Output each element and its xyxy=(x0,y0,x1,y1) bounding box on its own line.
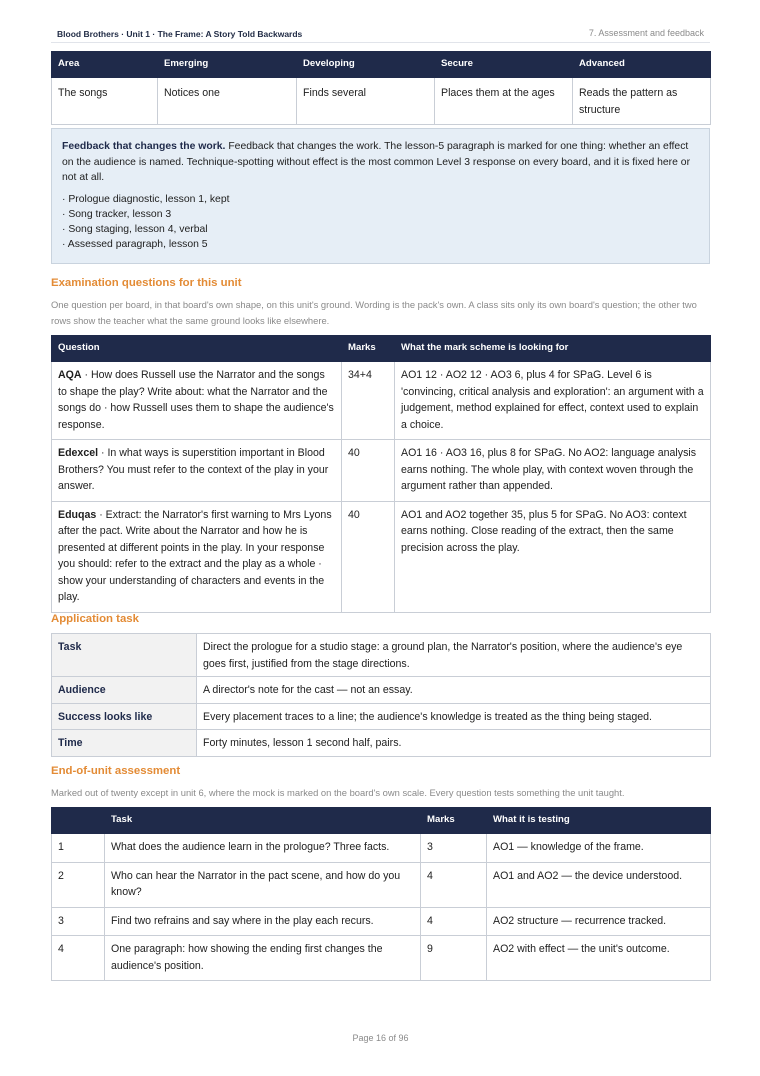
application-value: Every placement traces to a line; the audience's knowledge is treated as the thing being staged. xyxy=(197,703,711,730)
application-value: Forty minutes, lesson 1 second half, pairs. xyxy=(197,730,711,757)
rubric-cell: Notices one xyxy=(158,78,297,125)
rubric-col-emerging: Emerging xyxy=(158,52,297,78)
application-section-title: Application task xyxy=(51,613,139,625)
assessment-col-testing: What it is testing xyxy=(487,808,711,834)
exam-col-scheme: What the mark scheme is looking for xyxy=(395,336,711,362)
table-row xyxy=(52,907,711,936)
exam-col-marks: Marks xyxy=(342,336,395,362)
assessment-task: One paragraph: how showing the ending first changes the audience's position. xyxy=(105,936,421,981)
rubric-cell: The songs xyxy=(52,78,158,125)
scheme-cell: AO1 and AO2 together 35, plus 5 for SPaG. No AO3: context earns nothing. Close reading of the extract, then the same precision across the play. xyxy=(395,501,711,612)
assessment-section-title: End-of-unit assessment xyxy=(51,765,181,777)
exam-board: AQA xyxy=(58,369,82,381)
assessment-marks: 4 xyxy=(421,907,487,936)
scheme-cell: AO1 16 · AO3 16, plus 8 for SPaG. No AO2: language analysis earns nothing. The whole play, with context woven through the argument rather than appended. xyxy=(395,440,711,502)
table-row xyxy=(52,362,711,440)
rubric-col-area: Area xyxy=(52,52,158,78)
assessment-task: What does the audience learn in the prologue? Three facts. xyxy=(105,834,421,863)
marks-cell: 34+4 xyxy=(342,362,395,440)
table-row xyxy=(52,834,711,863)
feedback-callout xyxy=(51,128,710,264)
table-row xyxy=(52,634,711,677)
question-cell xyxy=(52,440,342,502)
application-label: Success looks like xyxy=(52,703,197,730)
marks-cell: 40 xyxy=(342,501,395,612)
table-row xyxy=(52,677,711,704)
rubric-col-secure: Secure xyxy=(435,52,573,78)
page-number: Page 16 of 96 xyxy=(352,1033,409,1043)
assessment-task: Who can hear the Narrator in the pact scene, and how do you know? xyxy=(105,862,421,907)
assessment-testing: AO1 and AO2 — the device understood. xyxy=(487,862,711,907)
application-label: Time xyxy=(52,730,197,757)
feedback-list xyxy=(62,192,699,253)
feedback-body: Feedback that changes the work. The lesson-5 paragraph is marked for one thing: whether an effect on the audience is named. Technique-spotting without effect is the most common Level 3 response on every board, and it is fixed here or not at all. xyxy=(62,141,691,184)
assessment-task: Find two refrains and say where in the play each recurs. xyxy=(105,907,421,936)
assessment-number: 4 xyxy=(52,936,105,981)
exam-questions-table xyxy=(51,335,711,613)
assessment-marks: 9 xyxy=(421,936,487,981)
question-text: · Extract: the Narrator's first warning to Mrs Lyons after the pact. Write about the Narrator and how he is presented at different points in the play. In your response you should: refer to the extract and the play as a whole · show your understanding of characters and events in the play. xyxy=(58,508,332,603)
assessment-testing: AO2 structure — recurrence tracked. xyxy=(487,907,711,936)
list-item: · Prologue diagnostic, lesson 1, kept xyxy=(62,193,230,205)
list-item: · Song staging, lesson 4, verbal xyxy=(62,224,208,236)
table-row xyxy=(52,703,711,730)
assessment-testing: AO2 with effect — the unit's outcome. xyxy=(487,936,711,981)
rubric-table xyxy=(51,51,711,125)
application-value: A director's note for the cast — not an essay. xyxy=(197,677,711,704)
question-cell xyxy=(52,501,342,612)
assessment-col-number xyxy=(52,808,105,834)
table-row xyxy=(52,936,711,981)
unit-title: Blood Brothers · Unit 1 · The Frame: A Story Told Backwards xyxy=(57,29,303,39)
rubric-col-developing: Developing xyxy=(297,52,435,78)
application-label: Audience xyxy=(52,677,197,704)
application-task-table xyxy=(51,633,711,757)
assessment-table xyxy=(51,807,711,981)
rubric-header-row xyxy=(52,52,711,78)
feedback-lead: Feedback that changes the work. xyxy=(62,141,226,152)
exam-section-title: Examination questions for this unit xyxy=(51,277,242,289)
question-text: · In what ways is superstition important in Blood Brothers? You must refer to the context of the play in your answer. xyxy=(58,447,329,492)
rubric-col-advanced: Advanced xyxy=(573,52,711,78)
rubric-cell: Reads the pattern as structure xyxy=(573,78,711,125)
application-label: Task xyxy=(52,634,197,677)
assessment-header-row xyxy=(52,808,711,834)
assessment-col-task: Task xyxy=(105,808,421,834)
rubric-cell: Finds several xyxy=(297,78,435,125)
exam-board: Edexcel xyxy=(58,447,99,459)
assessment-testing: AO1 — knowledge of the frame. xyxy=(487,834,711,863)
section-label: 7. Assessment and feedback xyxy=(588,28,704,38)
exam-section-intro: One question per board, in that board's own shape, on this unit's ground. Wording is the pack's own. A class sits only its own board's question; the other two rows show the teacher what the same ground looks like elsewhere. xyxy=(51,299,697,326)
application-value: Direct the prologue for a studio stage: a ground plan, the Narrator's position, where the audience's eye goes first, justified from the stage directions. xyxy=(197,634,711,677)
assessment-section-intro: Marked out of twenty except in unit 6, where the mock is marked on the board's own scale. Every question tests something the unit taught. xyxy=(51,787,625,798)
table-row xyxy=(52,501,711,612)
scheme-cell: AO1 12 · AO2 12 · AO3 6, plus 4 for SPaG. Level 6 is 'convincing, critical analysis and exploration': an argument with a judgement, method explained for effect, context used to explain a choice. xyxy=(395,362,711,440)
exam-header-row xyxy=(52,336,711,362)
assessment-number: 2 xyxy=(52,862,105,907)
table-row xyxy=(52,440,711,502)
assessment-marks: 3 xyxy=(421,834,487,863)
list-item: · Song tracker, lesson 3 xyxy=(62,208,172,220)
table-row xyxy=(52,730,711,757)
list-item: · Assessed paragraph, lesson 5 xyxy=(62,239,208,251)
exam-board: Eduqas xyxy=(58,508,97,521)
assessment-marks: 4 xyxy=(421,862,487,907)
table-row xyxy=(52,78,711,125)
feedback-paragraph xyxy=(62,139,699,186)
exam-col-question: Question xyxy=(52,336,342,362)
question-text: · How does Russell use the Narrator and the songs to shape the play? Write about: what the Narrator and the songs do · how Russell uses them to shape the audience's response. xyxy=(58,369,334,431)
question-cell xyxy=(52,362,342,440)
table-row xyxy=(52,862,711,907)
assessment-number: 3 xyxy=(52,907,105,936)
marks-cell: 40 xyxy=(342,440,395,502)
rubric-cell: Places them at the ages xyxy=(435,78,573,125)
assessment-number: 1 xyxy=(52,834,105,863)
running-header xyxy=(51,27,710,43)
assessment-col-marks: Marks xyxy=(421,808,487,834)
